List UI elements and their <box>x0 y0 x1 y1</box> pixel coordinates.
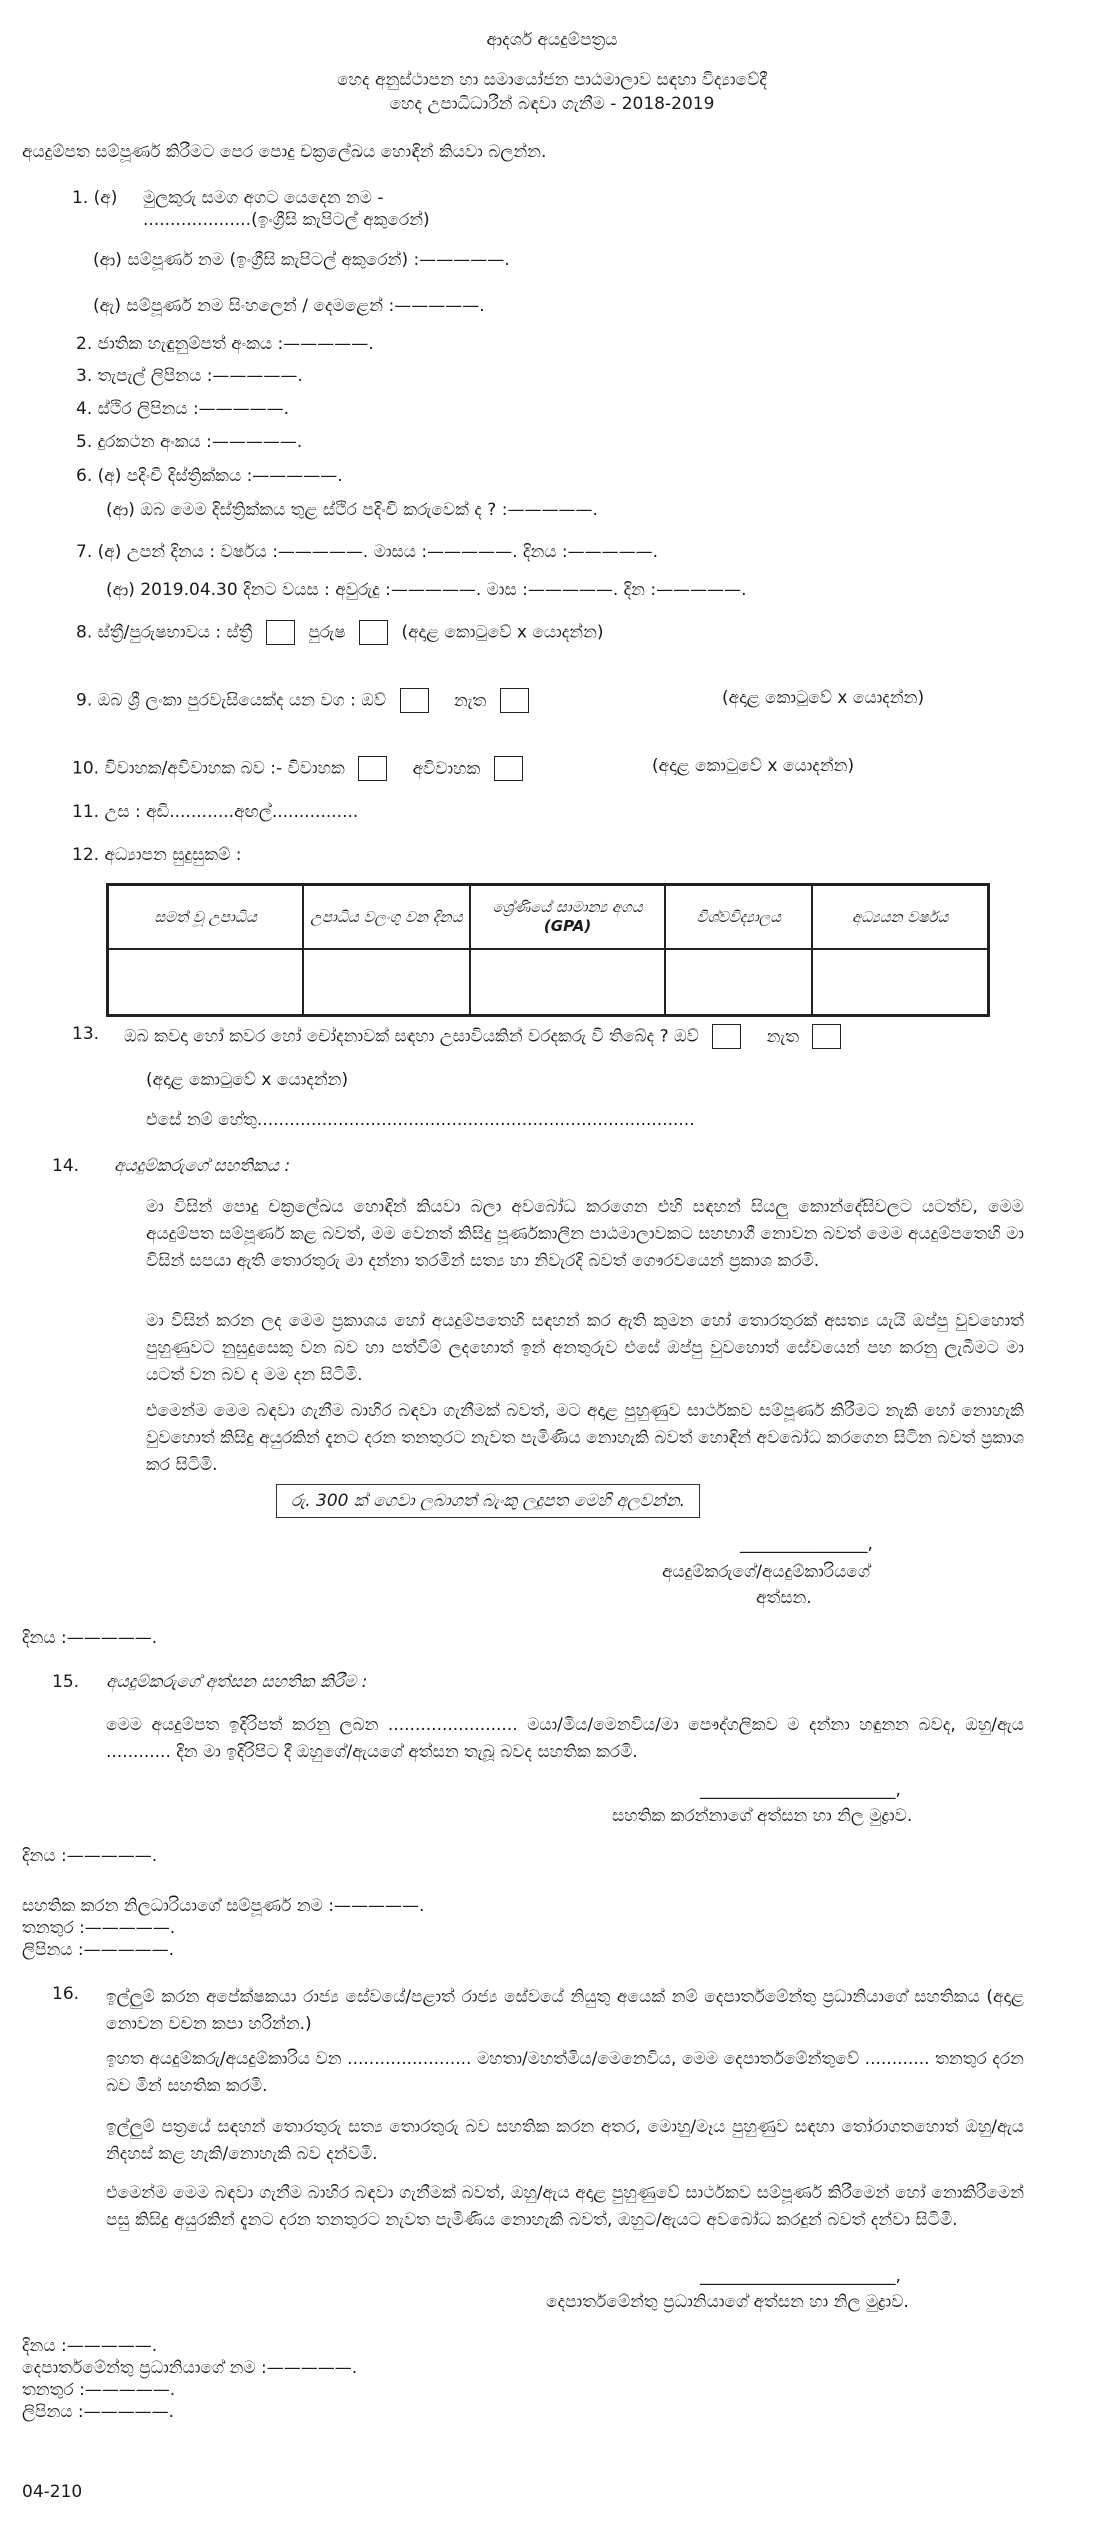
q16-paragraph-2: ඉල්ලුම් පත්‍රයේ සඳහන් තොරතුරු සත්‍ය තොරතුරු බව සහතික කරන අතර, මොහු/මෑය පුහුණුව සඳහා තෝරාගතහොත් ඔහු/ඇය නිදහස් කළ හැකි/නොහැකි බව දන්වමි. <box>106 2117 1024 2165</box>
q16-paragraph-3: එමෙන්ම මෙම බඳවා ගැනීම බාහිර බඳවා ගැනීමක් බවත්, ඔහු/ඇය අදාළ පුහුණුවේ සාර්ථකව සම්පූර්ණ කිරීමෙන් හෝ නොකිරීමෙන් පසු කිසිදු අයුරකින් දැනට දරන තනතුරට නැවත පැමිණිය නොහැකි බවත්, ඔහුට/ඇයට අවබෝධ කරදුන් බවත් දන්වා සිටිමි. <box>106 2183 1024 2231</box>
q1-number: 1. (අ) <box>72 188 118 208</box>
q14-paragraph-3: එමෙන්ම මෙම බඳවා ගැනීම බාහිර බඳවා ගැනීමක් බවත්, මට අදාළ පුහුණුව සාර්ථකව සම්පූර්ණ කිරීමට නැකි හෝ නොහැකි වුවහොත් කිසිදු අයුරකින් දැනට දරන තනතුරට නැවත පැමිණිය නොහැකි බවත් හොඳින් අවබෝධ කරගෙන සිටින බවත් ප්‍රකාශ කර සිටිමි. <box>146 1401 1024 1476</box>
q13-number: 13. <box>72 1024 100 1044</box>
q8-male-checkbox[interactable] <box>359 620 388 645</box>
certifying-officer-post-field[interactable]: තනතුර :—————. <box>22 1918 176 1938</box>
q3-postal-address-field[interactable]: 3. තැපැල් ලිපිනය :—————. <box>76 366 303 386</box>
qualifications-header-row <box>108 885 989 950</box>
q14-signature-label-2: අත්සන. <box>756 1588 812 1608</box>
q16-date-field[interactable]: දිනය :—————. <box>22 2336 158 2356</box>
bank-receipt-text: රු. 300 ක් ගෙවා ලබාගත් බැංකු ලදුපත මෙහි අලවන්න. <box>291 1491 686 1511</box>
col-valid-date: උපාධිය වලංගු වන දිනය <box>303 885 469 950</box>
table-row <box>108 949 989 1016</box>
q7-dob-field[interactable]: 7. (අ) උපන් දිනය : වර්ෂය :—————. මාසය :—————. දිනය :—————. <box>76 542 659 562</box>
q14-paragraph-1: මා විසින් පොදු චක්‍රලේඛය හොඳින් කියවා බලා අවබෝධ කරගෙන එහි සඳහන් සියලු කොන්දේසිවලට යටත්ව, මෙම අයදුම්පත සම්පූර්ණ කළ බවත්, මම වෙනත් කිසිදු පූර්ණකාලීන පාඨමාලාවකට සහභාගී නොවන බවත් මෙම අයදුම්පතෙහි මා විසින් සපයා ඇති තොරතුරු මා දන්නා තරමින් සත්‍ය හා නිවැරදි බවත් ගෞරවයෙන් ප්‍රකාශ කරමි. <box>146 1197 1024 1272</box>
q9-yes-checkbox[interactable] <box>400 688 429 713</box>
q15-title: අයදුම්කරුගේ අත්සන සහතික කිරීම : <box>106 1672 368 1692</box>
q13-row <box>124 1024 849 1049</box>
q1-aa-field[interactable]: (ආ) සම්පූර්ණ නම (ඉංග්‍රීසි කැපිටල් අකුරෙන්) :—————. <box>93 250 510 270</box>
q15-signature-line[interactable]: _______________________, <box>700 1780 901 1800</box>
q7-age-field[interactable]: (ආ) 2019.04.30 දිනට වයස : අවුරුදු :—————. මාස :—————. දින :—————. <box>106 580 747 600</box>
q6-resident-field[interactable]: (ආ) ඔබ මෙම දිස්ත්‍රික්කය තුළ ස්ථිර පදිංචි කරුවෙක් ද ? :—————. <box>106 500 598 520</box>
department-head-name-field[interactable]: දෙපාර්තමේන්තු ප්‍රධානියාගේ නම :—————. <box>22 2358 358 2378</box>
footer-code: 04-210 <box>22 2482 83 2502</box>
q9-citizen-row <box>76 688 537 713</box>
q14-title: අයදුම්කරුගේ සහතිකය : <box>114 1156 291 1176</box>
q14-signature-label-1: අයදුම්කරුගේ/අයදුම්කාරියගේ <box>662 1562 871 1582</box>
col-university: විශ්වවිද්‍යාලය <box>665 885 812 950</box>
q13-text: ඔබ කවදා හෝ කවර හෝ චෝදනාවක් සඳහා උසාවියකින් වරදකරු වී තිබේද ? ඔව් <box>124 1026 699 1047</box>
q13-no-label: නැත <box>766 1026 800 1047</box>
q14-number: 14. <box>52 1156 80 1176</box>
department-head-address-field[interactable]: ලිපිනය :—————. <box>22 2402 175 2422</box>
cell-academic-year[interactable] <box>812 949 988 1016</box>
col-gpa-label: ශ්‍රේණියේ සාමාන්‍ය අගය <box>492 898 643 917</box>
q8-male-label: පුරුෂ <box>308 622 346 643</box>
cell-degree[interactable] <box>108 949 304 1016</box>
q9-note: (අදාළ කොටුවේ x යොදන්න) <box>722 688 925 708</box>
q10-unmarried-label: අවිවාහක <box>412 758 481 779</box>
q15-paragraph: මෙම අයදුම්පත ඉදිරිපත් කරනු ලබන ........................ මයා/මිය/මෙනවිය/මා පෞද්ගලිකව ම දන්නා හඳුනන බවද, ඔහු/ඇය ............ දින මා ඉදිරිපිට දී ඔහුගේ/ඇයගේ අත්සන තැබූ බවද සහතික කරමි. <box>106 1715 1024 1763</box>
q14-signature-line[interactable]: _______________, <box>740 1534 873 1554</box>
q5-phone-field[interactable]: 5. දුරකථන අංකය :—————. <box>76 432 303 452</box>
q10-married-checkbox[interactable] <box>358 756 387 781</box>
q10-marital-row <box>72 756 531 781</box>
q16-paragraph-1: ඉහත අයදුම්කරු/අයදුම්කාරිය වන ....................... මහතා/මහත්මිය/මෙනෙවිය, මෙම දෙපාර්තමේන්තුවේ ............ තනතුර දරන බව මින් සහතික කරමි. <box>106 2049 1024 2097</box>
q15-date-field[interactable]: දිනය :—————. <box>22 1846 158 1866</box>
form-subtitle-2: හෙද උපාධිධාරීන් බඳවා ගැනීම - 2018-2019 <box>389 94 715 114</box>
q10-note: (අදාළ කොටුවේ x යොදන්න) <box>652 756 855 776</box>
q1-a-field[interactable]: ....................(ඉංග්‍රීසි කැපිටල් අකුරෙන්) <box>143 210 430 230</box>
q16-intro: ඉල්ලුම් කරන අපේක්ෂකයා රාජ්‍ය සේවයේ/පළාත් රාජ්‍ය සේවයේ නියුතු අයෙක් නම් දෙපාර්තමේන්තු ප්‍රධානියාගේ සහතිකය (අදාළ නොවන වචන කපා හරින්න.) <box>106 1987 1024 2035</box>
department-head-post-field[interactable]: තනතුර :—————. <box>22 2380 176 2400</box>
q1-ae-field[interactable]: (ඇ) සම්පූර්ණ නම සිංහලෙන් / දෙමළෙන් :—————. <box>93 296 485 316</box>
col-degree: සමත් වූ උපාධිය <box>108 885 304 950</box>
col-gpa <box>470 885 666 950</box>
q12-label: 12. අධ්‍යාපන සුදුසුකම් : <box>72 845 242 865</box>
q13-reason-field[interactable]: එසේ නම් හේතු................................................................................. <box>146 1110 695 1130</box>
q8-female-checkbox[interactable] <box>266 620 295 645</box>
col-academic-year: අධ්‍යයන වර්ෂය <box>812 885 988 950</box>
cell-university[interactable] <box>665 949 812 1016</box>
q8-gender-row <box>76 620 604 645</box>
q16-signature-label: දෙපාර්තමේන්තු ප්‍රධානියාගේ අත්සන හා නිල මුද්‍රාව. <box>546 2292 909 2312</box>
cell-gpa[interactable] <box>470 949 666 1016</box>
q16-number: 16. <box>52 1984 80 2004</box>
cell-valid-date[interactable] <box>303 949 469 1016</box>
q10-unmarried-checkbox[interactable] <box>494 756 523 781</box>
q13-note: (අදාළ කොටුවේ x යොදන්න) <box>146 1070 349 1090</box>
q1-a-label: මුලකුරු සමග අගට යෙදෙන නම - <box>143 188 384 208</box>
q6-district-field[interactable]: 6. (අ) පදිංචි දිස්ත්‍රික්කය :—————. <box>76 466 343 486</box>
q16-signature-line[interactable]: _______________________, <box>700 2266 901 2286</box>
q10-label: 10. විවාහක/අවිවාහක බව :- විවාහක <box>72 758 345 779</box>
q14-paragraph-2: මා විසින් කරන ලද මෙම ප්‍රකාශය හෝ අයදුම්පතෙහි සඳහන් කර ඇති කුමන හෝ තොරතුරක් අසත්‍ය යැයි ඔප්පු වුවහොත් පුහුණුවට නුසුදුසෙකු වන බව හා පත්වීම් ලදහොත් ඉන් අනතුරුව එසේ ඔප්පු වුවහොත් සේවයෙන් පහ කරනු ලැබීමට මා යටත් වන බව ද මම දන සිටිමි. <box>146 1311 1024 1386</box>
q9-no-checkbox[interactable] <box>500 688 529 713</box>
q15-signature-label: සහතික කරන්නාගේ අත්සන හා නිල මුද්‍රාව. <box>612 1806 913 1826</box>
q15-number: 15. <box>52 1672 80 1692</box>
bank-receipt-box[interactable] <box>276 1484 700 1518</box>
qualifications-table <box>106 883 990 1017</box>
certifying-officer-name-field[interactable]: සහතික කරන නිලධාරියාගේ සම්පූර්ණ නම :—————. <box>22 1896 425 1916</box>
form-title: ආදර්ශ අයදුම්පත්‍රය <box>486 30 618 50</box>
q13-yes-checkbox[interactable] <box>712 1024 741 1049</box>
intro-instruction: අයදුම්පත සම්පූර්ණ කිරීමට පෙර පොදු චක්‍රලේඛය හොඳින් කියවා බලන්න. <box>22 142 547 162</box>
q4-permanent-address-field[interactable]: 4. ස්ථිර ලිපිනය :—————. <box>76 399 290 419</box>
col-gpa-abbr: (GPA) <box>543 917 592 935</box>
q14-date-field[interactable]: දිනය :—————. <box>22 1628 158 1648</box>
q9-label: 9. ඔබ ශ්‍රී ලංකා පුරවැසියෙක්ද යන වග : ඔව් <box>76 690 387 711</box>
certifying-officer-address-field[interactable]: ලිපිනය :—————. <box>22 1940 175 1960</box>
q2-nic-field[interactable]: 2. ජාතික හැඳුනුම්පත් අංකය :—————. <box>76 334 374 354</box>
q8-label: 8. ස්ත්‍රී/පුරුෂභාවය : ස්ත්‍රී <box>76 622 253 643</box>
q11-height-field[interactable]: 11. උස : අඩි............අඟල්................ <box>72 802 359 822</box>
q13-no-checkbox[interactable] <box>812 1024 841 1049</box>
q9-no-label: නැත <box>453 690 487 711</box>
form-subtitle-1: හෙද අනුස්ථාපන හා සමායෝජන පාඨමාලාව සඳහා විද්‍යාවේදී <box>337 70 767 90</box>
q8-note: (අදාළ කොටුවේ x යොදන්න) <box>401 622 604 643</box>
